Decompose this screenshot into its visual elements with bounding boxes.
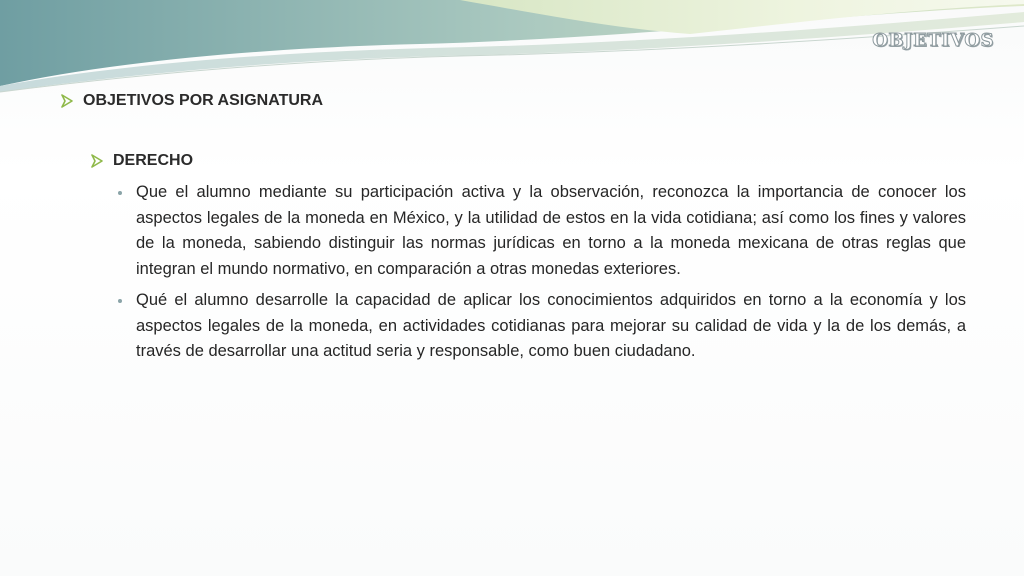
bullet-list [118, 180, 966, 365]
subheading-row [90, 148, 966, 174]
list-item [118, 288, 966, 365]
slide-title: OBJETIVOS [872, 30, 994, 51]
arrow-bullet-icon [60, 94, 74, 108]
section-subheading: DERECHO [113, 152, 194, 169]
header-decoration [0, 0, 1024, 100]
section-heading: OBJETIVOS POR ASIGNATURA [83, 92, 324, 109]
bullet-dot-icon [118, 299, 122, 303]
bullet-dot-icon [118, 191, 122, 195]
arrow-bullet-icon [90, 154, 104, 168]
list-item [118, 180, 966, 282]
heading-row [60, 88, 966, 114]
content-area [60, 88, 966, 371]
bullet-text: Qué el alumno desarrolle la capacidad de aplicar los conocimientos adquiridos en torno a la economía y los aspectos legales de la moneda, en actividades cotidianas para mejorar su calidad de vida y la de los demás, a través de desarrollar una actitud seria y responsable, como buen ciudadano. [136, 291, 966, 360]
bullet-text: Que el alumno mediante su participación activa y la observación, reconozca la importancia de conocer los aspectos legales de la moneda en México, y la utilidad de estos en la vida cotidiana; así como los fines y valores de la moneda, sabiendo distinguir las normas jurídicas en torno a la moneda mexicana de otras reglas que integran el mundo normativo, en comparación a otras monedas exteriores. [136, 183, 966, 278]
